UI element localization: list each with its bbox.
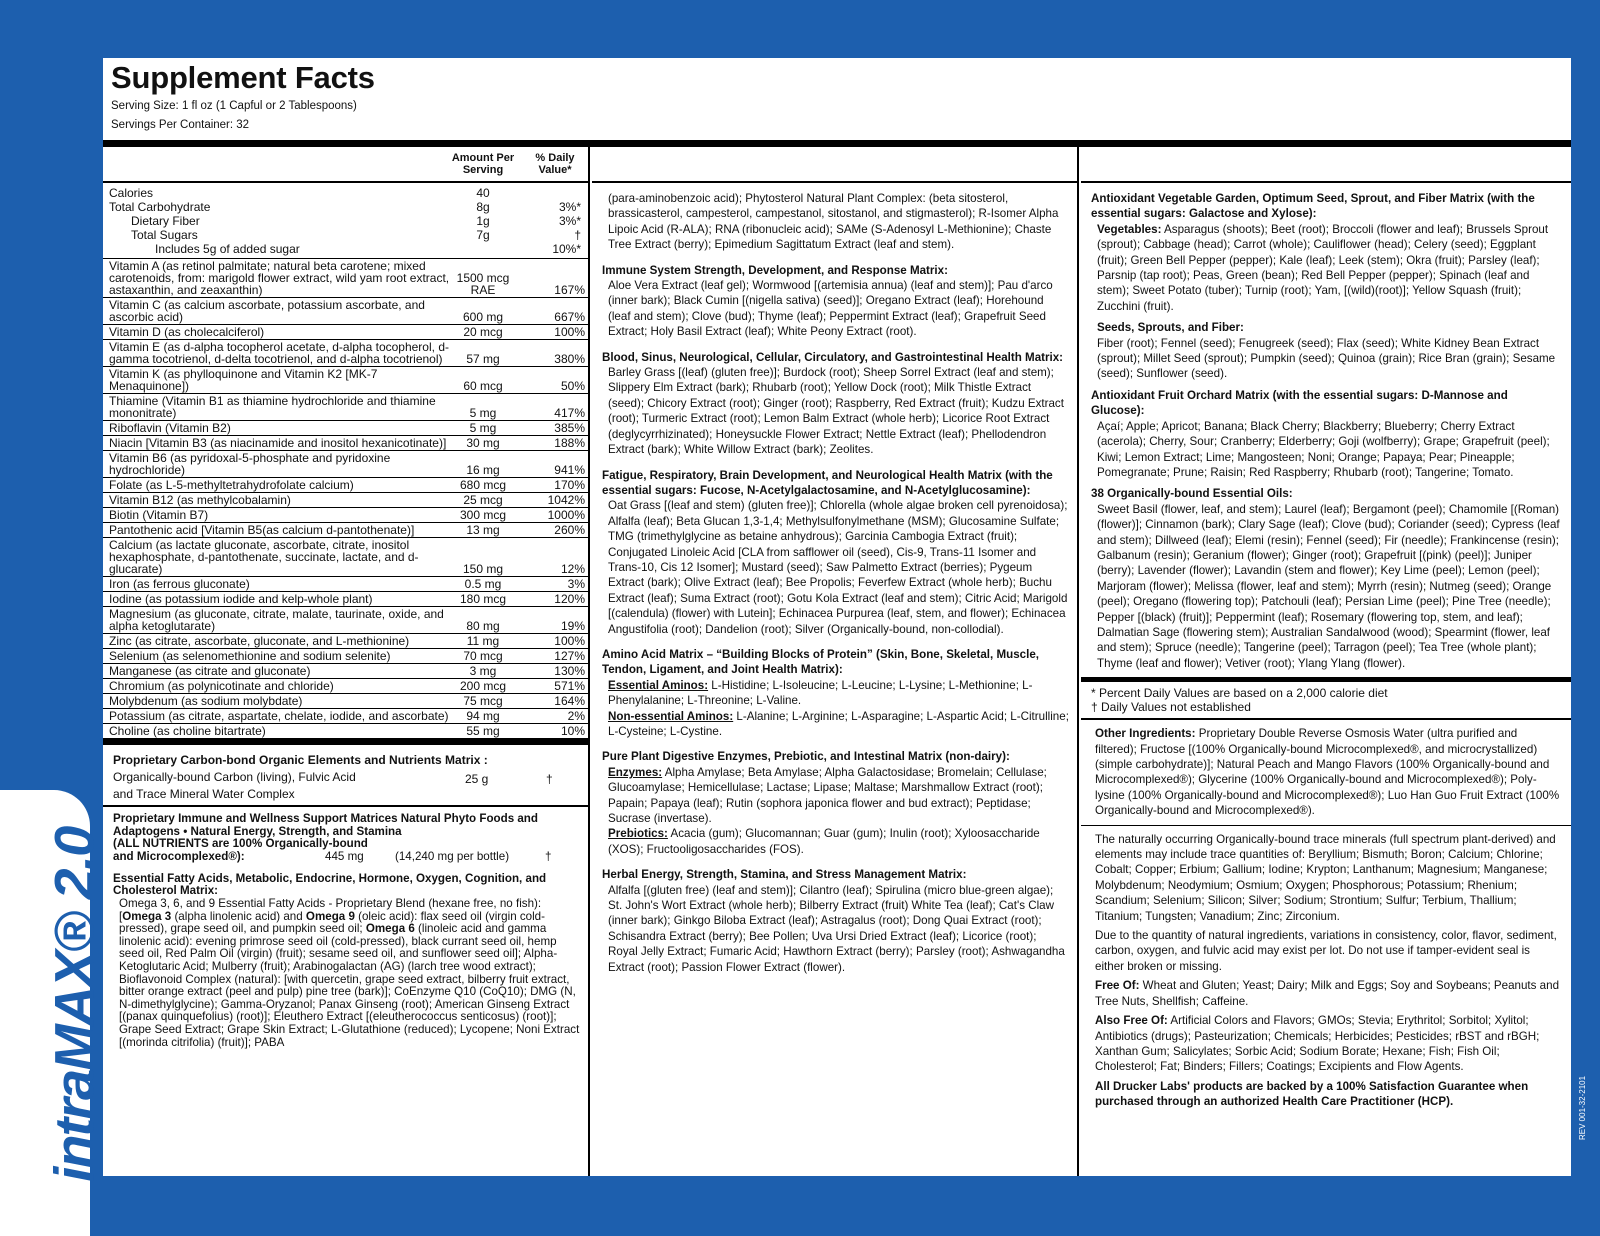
nutrient-dv: 127%	[554, 649, 585, 663]
supplement-facts-panel	[103, 58, 1571, 1176]
nutrient-amount: 3 mg	[469, 664, 497, 678]
nutrient-dv: 3%	[567, 577, 585, 591]
nutrient-dv: 667%	[554, 310, 585, 324]
facts-header	[103, 58, 1571, 140]
nutrient-dv: 260%	[554, 523, 585, 537]
table-header	[103, 147, 588, 183]
nutrient-dv: 385%	[554, 421, 585, 435]
macro-row	[109, 187, 588, 201]
nutrient-amount: 200 mcg	[459, 679, 507, 693]
trace-minerals: The naturally occurring Organically-bound trace minerals (full spectrum plant-derived) and elements may include trace quantities of: Beryllium; Bismuth; Boron; Calcium; Chlorine; Cobalt; Copper; Erbium; Gallium; Iodine; Krypton; Lanthanum; Magnesium; Manganese; Molybdenum; Neodymium; Osmium; Oxygen; Phosphorous; Potassium; Rhenium; Scandium; Selenium; Silicon; Silver; Sodium; Strontium; Sulfur; Terbium, Thallium; Titanium; Tungsten; Vanadium; Zinc; Zirconium.	[1095, 832, 1556, 923]
immune-wellness-caps: (ALL NUTRIENTS are 100% Organically-bound	[113, 837, 368, 851]
amount-header: Amount Per Serving	[451, 152, 515, 176]
nutrient-amount: 1500 mcg RAE	[456, 271, 510, 297]
carbon-matrix-dv: †	[546, 772, 553, 786]
efa-body: Omega 3, 6, and 9 Essential Fatty Acids - Proprietary Blend (hexane free, no fish): [Omega 3 (alpha linolenic acid) and Omega 9 (oleic acid): flax seed oil (virgin cold-pressed), grape seed oil, and pumpkin seed oil; Omega 6 (linoleic acid and gamma linolenic acid): evening primrose seed oil (cold-pressed), black currant seed oil, hemp seed oil, Red Palm Oil (virgin) (fruit); sesame seed oil, and sunflower seed oil]; Alpha-Ketoglutaric Acid; Mulberry (fruit); Arabinogalactan (AG) (larch tree wood extract); Bioflavonoid Complex (natural): [with quercetin, grape seed extract, bilberry fruit extract, bitter orange extract (peel and pulp) pine tree (bark)]; CoEnzyme Q10 (CoQ10); DMG (N, N-dimethylglycine); Gamma-Oryzanol; Panax Ginseng (root); American Ginseng Extract [(panax quinquefolius) (root)]; Eleuthero Extract [(eleutherococcus senticosus) (root)]; Grape Seed Extract; Grape Skin Extract; L-Glutathione (reduced); Lycopene; Noni Extract [(morinda citrifolia) (fruit)]; PABA	[119, 896, 580, 1049]
nutrient-name: Riboflavin (Vitamin B2)	[109, 421, 231, 435]
serving-size: Serving Size: 1 fl oz (1 Capful or 2 Tablespoons)	[111, 100, 357, 112]
nutrient-name: Potassium (as citrate, aspartate, chelate, iodide, and ascorbate)	[109, 709, 449, 723]
macro-row	[109, 215, 588, 229]
nutrient-name: Folate (as L-5-methyltetrahydrofolate calcium)	[109, 478, 354, 492]
nutrient-name: Molybdenum (as sodium molybdate)	[109, 694, 303, 708]
macro-row	[109, 229, 588, 243]
table-row	[103, 538, 588, 577]
disclaimers	[1081, 826, 1571, 1120]
nutrient-name: Vitamin B6 (as pyridoxal-5-phosphate and pyridoxine hydrochloride)	[109, 451, 391, 477]
nutrient-amount: 57 mg	[466, 352, 500, 366]
nutrient-dv: 12%	[560, 562, 585, 576]
macro-row	[109, 201, 588, 215]
nutrient-amount: 5 mg	[469, 421, 497, 435]
table-row	[103, 298, 588, 325]
nutrient-dv: 167%	[554, 283, 585, 297]
nutrient-name: Biotin (Vitamin B7)	[109, 508, 209, 522]
thick-rule	[103, 738, 588, 745]
nutrient-amount: 300 mcg	[459, 508, 507, 522]
table-row	[103, 649, 588, 664]
nutrient-name: Niacin [Vitamin B3 (as niacinamide and inositol hexanicotinate)]	[109, 436, 447, 450]
macro-dv: †	[574, 228, 581, 242]
nutrient-amount: 600 mg	[462, 310, 504, 324]
column-matrices	[592, 147, 1079, 1176]
guarantee: All Drucker Labs' products are backed by a 100% Satisfaction Guarantee when purchased through an authorized Health Care Practitioner (HCP).	[1095, 1079, 1529, 1109]
logo-text: intraMAX® 2.0	[42, 827, 106, 1183]
table-row	[103, 478, 588, 493]
nutrient-name: Vitamin K (as phylloquinone and Vitamin K2 [MK-7 Menaquinone])	[109, 367, 378, 393]
macro-amount: 7g	[476, 228, 490, 242]
nutrient-dv: 170%	[554, 478, 585, 492]
other-ingredients: Other Ingredients: Proprietary Double Reverse Osmosis Water (ultra purified and filtered); Fructose [(100% Organically-bound Microcomplexed®, and microcrystallized) (simple carbohydrate)]; Natural Peach and Mango Flavors (100% Organically-bound and Microcomplexed®); Glycerine (100% Organically-bound and Microcomplexed®); Poly-lysine (100% Organically-bound and Microcomplexed®); Luo Han Guo Fruit Extract (100% Organically-bound and Microcomplexed®).	[1081, 720, 1571, 825]
nutrient-amount: 20 mcg	[463, 325, 503, 339]
macro-amount: 8g	[476, 200, 490, 214]
table-row	[103, 421, 588, 436]
nutrient-amount: 680 mcg	[459, 478, 507, 492]
nutrient-dv: 380%	[554, 352, 585, 366]
column-nutrients	[103, 147, 590, 1176]
nutrient-dv: 50%	[560, 379, 585, 393]
nutrient-amount: 16 mg	[466, 463, 500, 477]
efa-continued: (para-aminobenzoic acid); Phytosterol Natural Plant Complex: (beta sitosterol, brassicasterol, campesterol, campestanol, sitostanol, and stigmasterol); R-Isomer Alpha Lipoic Acid (R-ALA); RNA (ribonucleic acid); SAMe (S-Adenosyl L-Methionine); Chaste Tree Extract (berry); Epimedium Sagittatum Extract (leaf and stem).	[608, 192, 1059, 252]
brand-logo	[0, 790, 106, 1236]
macro-row	[109, 243, 588, 257]
seeds-matrix: Seeds, Sprouts, and Fiber: Fiber (root); Fennel (seed); Fenugreek (seed); Flax (seed); White Kidney Bean Extract (sprout); Millet Seed (sprout); Pumpkin (seed); Quinoa (grain); Rice Bran (grain); Sesame (seed); Sunflower (seed).	[1097, 321, 1556, 381]
revision-code: REV 001-32-2101	[1578, 1075, 1587, 1140]
nutrient-dv: 1042%	[547, 493, 585, 507]
macros-block	[103, 183, 588, 259]
macro-dv: 3%*	[558, 200, 581, 214]
nutrient-name: Vitamin E (as d-alpha tocopherol acetate, d-alpha tocopherol, d-gamma tocotrienol, d-delta tocotrienol, and d-alpha tocotrienol)	[109, 340, 449, 366]
nutrient-amount: 150 mg	[462, 562, 504, 576]
servings-per-container: Servings Per Container: 32	[111, 119, 250, 131]
nutrient-dv: 10%	[560, 724, 585, 738]
nutrient-amount: 75 mcg	[463, 694, 503, 708]
immune-wellness-dv: †	[545, 849, 552, 863]
macro-amount: 40	[476, 186, 490, 200]
table-row	[103, 724, 588, 738]
table-row	[103, 259, 588, 298]
efa-title: Essential Fatty Acids, Metabolic, Endocrine, Hormone, Oxygen, Cognition, and Cholesterol Matrix:	[113, 871, 547, 898]
nutrient-name: Zinc (as citrate, ascorbate, gluconate, and L-methionine)	[109, 634, 410, 648]
table-row	[103, 592, 588, 607]
nutrient-name: Manganese (as citrate and gluconate)	[109, 664, 311, 678]
header-rule	[103, 140, 1571, 147]
nutrient-dv: 100%	[554, 325, 585, 339]
blood-matrix: Blood, Sinus, Neurological, Cellular, Circulatory, and Gastrointestinal Health Matrix: Barley Grass [(leaf) (gluten free)]; Burdock (root); Sheep Sorrel Extract (leaf and stem); Slippery Elm Extract (bark); Rhubarb (root); Yellow Dock (root); Milk Thistle Extract (seed); Chicory Extract (root); Ginger (root); Raspberry, Red Extract (fruit); Kudzu Extract (root); Turmeric Extract (root); Lemon Balm Extract (whole herb); Licorice Root Extract (deglycyrrhizinated); Honeysuckle Flower Extract; Nettle Extract (leaf); Phellodendron Extract (bark); White Willow Extract (bark); Zeolites.	[602, 350, 1064, 457]
table-row	[103, 367, 588, 394]
nutrient-name: Choline (as choline bitartrate)	[109, 724, 266, 738]
nutrient-amount: 25 mcg	[463, 493, 503, 507]
macro-amount: 1g	[476, 214, 490, 228]
nutrient-amount: 180 mcg	[459, 592, 507, 606]
carbon-matrix-amount: 25 g	[465, 772, 489, 786]
immune-wellness-caps2: and Microcomplexed®):	[113, 849, 245, 863]
nutrient-dv: 417%	[554, 406, 585, 420]
carbon-matrix-line1: Organically-bound Carbon (living), Fulvic Acid	[113, 770, 356, 784]
table-row	[103, 694, 588, 709]
nutrient-amount: 11 mg	[466, 634, 500, 648]
oils-matrix: 38 Organically-bound Essential Oils: Sweet Basil (flower, leaf, and stem); Laurel (leaf); Bergamont (peel); Chamomile [(Roman) (flower)]; Cinnamon (bark); Clary Sage (leaf); Clove (bud); Coriander (seed); Cypress (leaf and stem); Dillweed (leaf); Elemi (resin); Fennel (seed); Fir (needle); Frankincense (resin); Galbanum (resin); Geranium (flower); Ginger (root); Grapefruit [(pink) (peel)]; Juniper (berry); Lavender (flower); Lavandin (stem and flower); Key Lime (peel); Lemon (peel); Marjoram (flower); Melissa (flower, leaf and stem); Myrrh (resin); Nutmeg (seed); Orange (peel); Oregano (flowering top); Patchouli (leaf); Persian Lime (peel); Pine Tree (needle); Pepper [(black) (fruit)]; Peppermint (leaf); Rosemary (flowering top, stem, and leaf); Dalmatian Sage (flowering stem); Australian Sandalwood (wood); Spearmint (flower, leaf and stem); Spruce (needle); Tangerine (peel); Tarragon (peel); Tea Tree (whole plant); Thyme (leaf and flower); Vetiver (root); Ylang Ylang (flower).	[1091, 487, 1560, 670]
nutrient-amount: 94 mg	[466, 709, 500, 723]
nutrient-dv: 571%	[554, 679, 585, 693]
carbon-matrix-line2: and Trace Mineral Water Complex	[113, 787, 295, 801]
nutrient-amount: 70 mcg	[463, 649, 503, 663]
amino-matrix: Amino Acid Matrix – “Building Blocks of Protein” (Skin, Bone, Skeletal, Muscle, Tendon, Ligament, and Joint Health Matrix): Essential Aminos: L-Histidine; L-Isoleucine; L-Leucine; L-Lysine; L-Methionine; L-Phenylalanine; L-Threonine; L-Valine. Non-essential Aminos: L-Alanine; L-Arginine; L-Asparagine; L-Aspartic Acid; L-Citrulline; L-Cysteine; L-Cystine.	[602, 647, 1069, 738]
immune-wellness-per-bottle: (14,240 mg per bottle)	[395, 849, 510, 863]
also-free-of: Also Free Of: Artificial Colors and Flavors; GMOs; Stevia; Erythritol; Sorbitol; Xylitol; Antibiotics (drugs); Pasteurization; Chemicals; Herbicides; Pesticides; rBST and rBGH; Xanthan Gum; Salicylates; Sorbic Acid; Sodium Borate; Hexane; Fish; Fish Oil; Cholesterol; Fat; Binders; Fillers; Coatings; Excipients and Flow Agents.	[1095, 1014, 1540, 1074]
nutrient-dv: 19%	[560, 619, 585, 633]
page-title: Supplement Facts	[111, 60, 375, 95]
table-row	[103, 709, 588, 724]
immune-wellness-matrix	[103, 807, 588, 1049]
table-row	[103, 523, 588, 538]
nutrient-name: Vitamin D (as cholecalciferol)	[109, 325, 265, 339]
table-row	[103, 394, 588, 421]
nutrient-dv: 100%	[554, 634, 585, 648]
nutrient-amount: 55 mg	[466, 724, 500, 738]
nutrient-dv: 1000%	[547, 508, 585, 522]
table-row	[103, 436, 588, 451]
immune-wellness-title: Proprietary Immune and Wellness Support Matrices Natural Phyto Foods and Adaptogens • Natural Energy, Strength, and Stamina	[113, 812, 538, 838]
nutrient-dv: 941%	[554, 463, 585, 477]
table-row	[103, 607, 588, 634]
macro-name: Calories	[109, 186, 154, 200]
nutrient-amount: 60 mcg	[463, 379, 503, 393]
immune-matrix: Immune System Strength, Development, and Response Matrix: Aloe Vera Extract (leaf gel); Wormwood [(artemisia annua) (leaf and stem)]; Pau d'arco (inner bark); Black Cumin [(nigella sativa) (seed)]; Oregano Extract (leaf); Horehound (leaf and stem); Clove (bud); Thyme (leaf); Peppermint Extract (leaf); Grapefruit Seed Extract; Holy Basil Extract (leaf); White Peony Extract (root).	[602, 263, 1053, 339]
nutrient-name: Selenium (as selenomethionine and sodium selenite)	[109, 649, 391, 663]
table-row	[103, 340, 588, 367]
column-antioxidants	[1081, 147, 1571, 1176]
macro-dv: 10%*	[552, 242, 581, 256]
macro-dv: 3%*	[558, 214, 581, 228]
nutrient-dv: 130%	[554, 664, 585, 678]
table-row	[103, 577, 588, 592]
fatigue-matrix: Fatigue, Respiratory, Brain Development, and Neurological Health Matrix (with the essential sugars: Fucose, N-Acetylgalactosamine, and N-Acetylglucosamine): Oat Grass [(leaf and stem) (gluten free)]; Chlorella (whole algae broken cell pyrenoidosa); Alfalfa (leaf); Beta Glucan 1,3-1,4; Methylsulfonylmethane (MSM); Glucosamine Sulfate; TMG (trimethylglycine as betaine anhydrous); Garcinia Cambogia Extract (fruit); Conjugated Linoleic Acid [CLA from safflower oil (seed), Cis-9, Trans-11 Isomer and Trans-10, Cis 12 Isomer]; Mustard (seed); Saw Palmetto Extract (berries); Pygeum Extract (bark); Olive Extract (leaf); Bee Propolis; Feverfew Extract (whole herb); Buchu Extract (leaf); Suma Extract (root); Gotu Kola Extract (leaf and stem); Citric Acid; Marigold [(calendula) (flower) with Lutein]; Echinacea Purpurea (leaf, stem, and flower); Echinacea Angustifolia (root); Dandelion (root); Silver (Organically-bound, non-collodial).	[602, 468, 1068, 636]
macro-name: Dietary Fiber	[131, 214, 200, 228]
nutrient-dv: 2%	[567, 709, 585, 723]
carbon-matrix-title: Proprietary Carbon-bond Organic Elements and Nutrients Matrix :	[113, 753, 488, 767]
immune-wellness-amount: 445 mg	[325, 849, 364, 863]
table-row	[103, 451, 588, 478]
nutrient-dv: 164%	[554, 694, 585, 708]
macro-name: Total Carbohydrate	[109, 200, 211, 214]
nutrient-amount: 80 mg	[466, 619, 500, 633]
nutrient-name: Vitamin B12 (as methylcobalamin)	[109, 493, 291, 507]
nutrient-name: Calcium (as lactate gluconate, ascorbate, citrate, inositol hexaphosphate, d-pantothenate, succinate, lactate, and d-glucarate)	[109, 538, 419, 576]
macro-name: Total Sugars	[131, 228, 198, 242]
herbal-matrix: Herbal Energy, Strength, Stamina, and Stress Management Matrix: Alfalfa [(gluten free) (leaf and stem)]; Cilantro (leaf); Spirulina (micro blue-green algae); St. John's Wort Extract (whole herb); Bilberry Extract (fruit) White Tea (leaf); Cat's Claw (inner bark); Ginkgo Biloba Extract (leaf); Astragalus (root); Dong Quai Extract (root); Schisandra Extract (berry); Bee Pollen; Uva Ursi Dried Extract (leaf); Licorice (root); Royal Jelly Extract; Fumaric Acid; Hawthorn Extract (berry); Parsley (root); Ashwagandha Extract (root); Passion Flower Extract (flower).	[602, 868, 1065, 974]
nutrient-amount: 5 mg	[469, 406, 497, 420]
carbon-matrix	[103, 745, 588, 807]
nutrient-amount: 13 mg	[466, 523, 500, 537]
free-of: Free Of: Wheat and Gluten; Yeast; Dairy; Milk and Eggs; Soy and Soybeans; Peanuts and Tree Nuts, Shellfish; Caffeine.	[1095, 979, 1560, 1008]
footnote-dagger: † Daily Values not established	[1091, 700, 1251, 715]
nutrient-name: Thiamine (Vitamin B1 as thiamine hydrochloride and thiamine mononitrate)	[109, 394, 436, 420]
nutrient-dv: 188%	[554, 436, 585, 450]
footnote-dv: * Percent Daily Values are based on a 2,000 calorie diet	[1091, 686, 1388, 701]
table-row	[103, 664, 588, 679]
nutrient-name: Vitamin C (as calcium ascorbate, potassium ascorbate, and ascorbic acid)	[109, 298, 425, 324]
nutrient-amount: 0.5 mg	[464, 577, 502, 591]
nutrient-dv: 120%	[554, 592, 585, 606]
nutrient-name: Chromium (as polynicotinate and chloride)	[109, 679, 334, 693]
table-row	[103, 634, 588, 649]
nutrient-name: Magnesium (as gluconate, citrate, malate, taurinate, oxide, and alpha ketoglutarate)	[109, 607, 444, 633]
table-row	[103, 493, 588, 508]
fruit-matrix: Antioxidant Fruit Orchard Matrix (with the essential sugars: D-Mannose and Glucose): Açaí; Apple; Apricot; Banana; Black Cherry; Blackberry; Blueberry; Cherry Extract (acerola); Cherry, Sour; Cranberry; Elderberry; Goji (wolfberry); Grape; Grapefruit (peel); Kiwi; Lemon Extract; Lime; Mangosteen; Noni; Orange; Papaya; Pear; Pineapple; Pomegranate; Prune; Raisin; Red Raspberry; Rhubarb (root); Tangerine; Tomato.	[1091, 388, 1550, 479]
vegetable-matrix: Antioxidant Vegetable Garden, Optimum Seed, Sprout, and Fiber Matrix (with the essential sugars: Galactose and Xylose): Vegetables: Asparagus (shoots); Beet (root); Broccoli (flower and leaf); Brussels Sprout (sprout); Cabbage (head); Carrot (whole); Cauliflower (head); Celery (seed); Eggplant (fruit); Green Bell Pepper (pepper); Kale (leaf); Leek (stem); Okra (fruit); Parsley (leaf); Parsnip (tap root); Peas, Green (bean); Red Bell Pepper (pepper); Spinach (leaf and stem); Sweet Potato (tuber); Turnip (root); Yam, [(wild)(root)]; Yellow Squash (fruit); Zucchini (fruit).	[1091, 192, 1549, 313]
nutrient-name: Vitamin A (as retinol palmitate; natural beta carotene; mixed carotenoids, from: marigold flower extract, wild yam root extract, astaxanthin, and zeaxanthin)	[109, 259, 450, 297]
table-row	[103, 508, 588, 523]
footnotes	[1081, 677, 1571, 720]
nutrient-name: Pantothenic acid [Vitamin B5(as calcium d-pantothenate)]	[109, 523, 415, 537]
table-row	[103, 325, 588, 340]
enzyme-matrix: Pure Plant Digestive Enzymes, Prebiotic, and Intestinal Matrix (non-dairy): Enzymes: Alpha Amylase; Beta Amylase; Alpha Galactosidase; Bromelain; Cellulase; Glucoamylase; Hemicellulase; Lactase; Lipase; Maltase; Marshmallow Extract (root); Papain; Papaya (leaf); Rutin (sophora japonica flower and bud extract); Peptidase; Sucrase (invertase). Prebiotics: Acacia (gum); Glucomannan; Guar (gum); Inulin (root); Xyloosaccharide (XOS); Fructooligosaccharides (FOS).	[602, 750, 1047, 856]
dv-header: % Daily Value*	[535, 152, 575, 176]
variation-note: Due to the quantity of natural ingredients, variations in consistency, color, flavor, sediment, carbon, oxygen, and fulvic acid may exist per lot. Do not use if tamper-evident seal is either broken or missing.	[1095, 929, 1557, 973]
nutrient-name: Iron (as ferrous gluconate)	[109, 577, 250, 591]
macro-name: Includes 5g of added sugar	[155, 242, 300, 256]
nutrient-amount: 30 mg	[466, 436, 500, 450]
table-row	[103, 679, 588, 694]
nutrient-name: Iodine (as potassium iodide and kelp-whole plant)	[109, 592, 373, 606]
